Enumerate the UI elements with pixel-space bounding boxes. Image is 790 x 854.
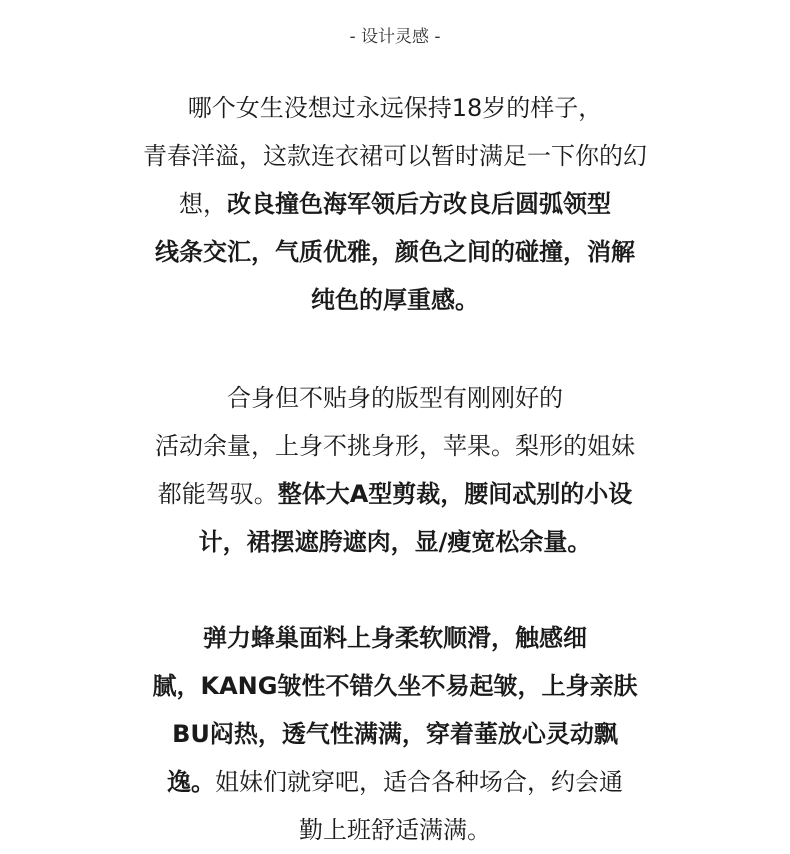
text-line: 青春洋溢，这款连衣裙可以暂时满足一下你的幻 bbox=[143, 142, 647, 170]
paragraph-fit bbox=[0, 374, 790, 566]
text-line: 哪个女生没想过永远保持18岁的样子， bbox=[187, 94, 603, 122]
section-header: - 设计灵感 - bbox=[349, 27, 441, 47]
text-line: 合身但不贴身的版型有刚刚好的 bbox=[227, 384, 563, 412]
text-line: 活动余量，上身不挑身形，苹果。梨形的姐妹 bbox=[155, 432, 635, 460]
text-line: 弹力蜂巢面料上身柔软顺滑，触感细 bbox=[203, 624, 587, 652]
text-line: 计，裙摆遮胯遮肉，显/瘦宽松余量。 bbox=[198, 528, 592, 556]
text-line: 都能驾驭。整体大A型剪裁，腰间忒别的小设 bbox=[157, 480, 633, 508]
paragraph-fabric bbox=[0, 614, 790, 854]
text-line: BU闷热，透气性满满，穿着菙放心灵动飘 bbox=[172, 720, 618, 748]
paragraph-design-inspiration bbox=[0, 84, 790, 324]
text-line: 纯色的厚重感。 bbox=[311, 286, 479, 314]
text-line: 腻，KANG皱性不错久坐不易起皱，上身亲肤 bbox=[152, 672, 638, 700]
text-line: 逸。姐妹们就穿吧，适合各种场合，约会通 bbox=[167, 768, 623, 796]
text-line: 想，改良撞色海军领后方改良后圆弧领型 bbox=[179, 190, 611, 218]
text-line: 线条交汇，气质优雅，颜色之间的碰撞，消解 bbox=[155, 238, 635, 266]
text-line: 勤上班舒适满满。 bbox=[299, 816, 491, 844]
